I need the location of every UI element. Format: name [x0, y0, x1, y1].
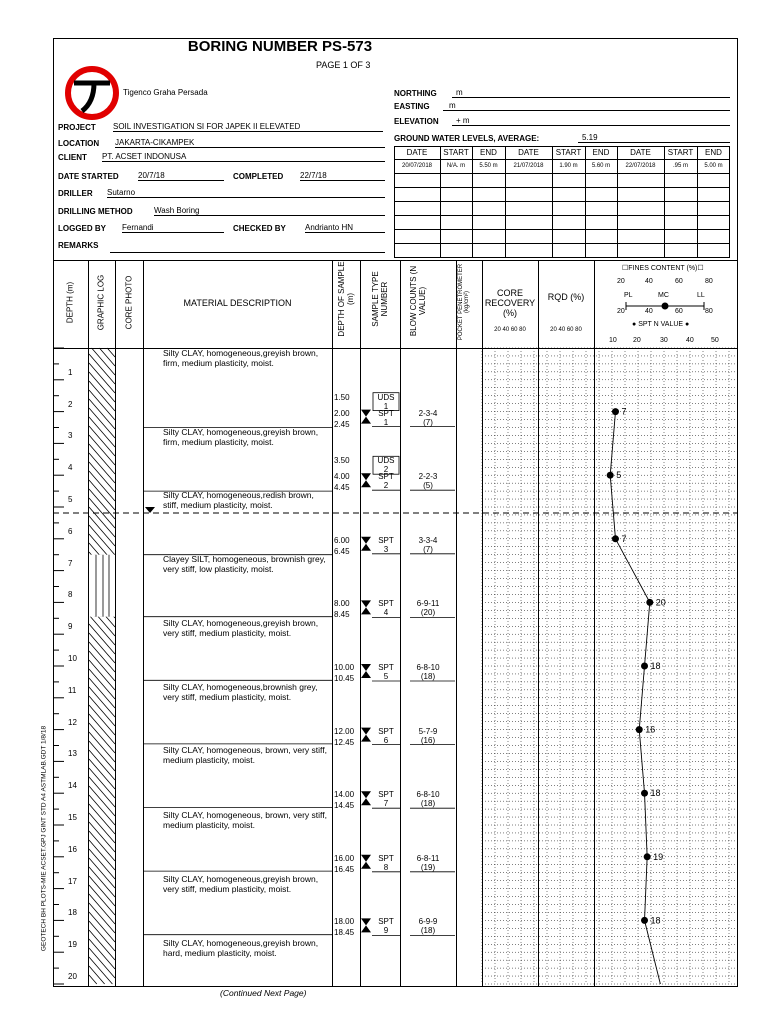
- spt-sampler-icon: [361, 728, 371, 742]
- gwl-cell: 20/07/2018: [401, 163, 433, 169]
- gwl-value: 5.19: [578, 133, 730, 143]
- water-level-icon: [145, 507, 155, 513]
- depth-label: 10: [68, 654, 77, 663]
- spt-point-label: 16: [645, 724, 656, 735]
- sample-type: SPT: [378, 726, 394, 736]
- location-value: JAKARTA-CIKAMPEK: [115, 138, 385, 148]
- depth-label: 13: [68, 749, 77, 759]
- graphic-hatch: [89, 849, 115, 879]
- graphic-hatch: [89, 372, 115, 402]
- description-2: Silty CLAY, homogeneous,greyish brown, firm, medium plasticity, moist.: [163, 427, 319, 447]
- graphic-hatch: [89, 858, 115, 888]
- graphic-hatch: [89, 642, 115, 672]
- blow-count: 6-8-11: [416, 853, 440, 863]
- sample-type: SPT: [378, 917, 394, 927]
- depth-label: 5: [68, 495, 73, 504]
- sample-number: 5: [383, 672, 389, 681]
- depth-label: 11: [68, 685, 77, 695]
- spt-tick: 20: [633, 337, 641, 344]
- graphic-hatch: [89, 615, 115, 645]
- graphic-hatch: [89, 903, 115, 933]
- spt-point: [612, 535, 619, 542]
- spt-point-label: 18: [650, 661, 661, 671]
- col-depth-header: DEPTH (m): [65, 281, 75, 324]
- graphic-hatch: [89, 507, 115, 537]
- gwl-cell: 5.60 m: [591, 163, 611, 169]
- northing-label: NORTHING: [394, 89, 437, 98]
- spt-point: [641, 917, 648, 924]
- spt-point: [612, 408, 619, 415]
- graphic-hatch: [89, 381, 115, 411]
- col-core-photo-header: CORE PHOTO: [124, 275, 134, 330]
- description-1: Silty CLAY, homogeneous,greyish brown, firm, medium plasticity, moist.: [163, 348, 319, 368]
- sample-depth: 8.00: [334, 599, 350, 609]
- fines-box-icon: ☐: [697, 265, 704, 272]
- location-label: LOCATION: [58, 139, 100, 148]
- sample-type: UDS: [377, 392, 395, 402]
- atterberg-tick: 60: [675, 308, 683, 315]
- description-4: Clayey SILT, homogeneous, brownish grey, very stiff, low plasticity, moist.: [163, 554, 326, 574]
- n-value: (5): [423, 481, 433, 491]
- sample-depth: 2.00: [334, 408, 350, 418]
- graphic-hatch: [99, 348, 115, 366]
- description-8: Silty CLAY, homogeneous, brown, very stiff, medium plasticity, moist.: [163, 810, 327, 830]
- graphic-hatch: [89, 741, 115, 771]
- northing-value: m: [452, 88, 730, 98]
- sample-number: 2: [383, 465, 389, 475]
- elevation-label: ELEVATION: [394, 117, 439, 126]
- n-value: (16): [420, 735, 436, 745]
- graphic-hatch: [89, 750, 115, 780]
- graphic-hatch: [89, 714, 115, 744]
- graphic-hatch: [89, 786, 115, 816]
- blow-count: 6-9-11: [416, 599, 440, 609]
- blow-count: 5-7-9: [418, 726, 438, 736]
- depth-label: 9: [68, 622, 73, 632]
- gwl-header: DATE: [518, 148, 539, 157]
- blow-count: 6-9-9: [418, 917, 438, 927]
- graphic-hatch: [89, 426, 115, 456]
- col-blow-counts-header: BLOW COUNTS (N VALUE): [409, 265, 427, 337]
- graphic-hatch: [89, 498, 115, 528]
- spt-sampler-icon: [361, 410, 371, 424]
- col-material-header: MATERIAL DESCRIPTION: [183, 298, 292, 308]
- graphic-hatch: [107, 348, 115, 357]
- description-7: Silty CLAY, homogeneous, brown, very stiff, medium plasticity, moist.: [163, 745, 327, 765]
- graphic-hatch: [89, 777, 115, 807]
- graphic-hatch: [89, 444, 115, 474]
- spt-sampler-icon: [361, 791, 371, 805]
- gwl-cell: 5.00 m: [704, 163, 723, 169]
- spt-point-label: 5: [616, 470, 622, 481]
- graphic-hatch: [89, 354, 115, 384]
- spt-point: [636, 726, 643, 733]
- atterberg-tick: 80: [705, 308, 713, 315]
- gwl-header: END: [705, 148, 722, 157]
- drilling-method-value: Wash Boring: [154, 206, 385, 216]
- sample-depth: 12.00: [334, 726, 355, 736]
- graphic-hatch: [89, 660, 115, 690]
- page-title: BORING NUMBER PS-573: [187, 38, 373, 55]
- graphic-hatch: [89, 669, 115, 699]
- sample-depth: 18.00: [334, 917, 355, 927]
- sample-depth: 14.45: [334, 801, 355, 811]
- spt-sampler-icon: [361, 918, 371, 932]
- graphic-hatch: [89, 885, 115, 915]
- sample-type: SPT: [378, 472, 394, 482]
- sample-depth: 18.45: [334, 928, 355, 938]
- spt-point-label: 19: [653, 851, 664, 862]
- graphic-hatch: [89, 894, 115, 924]
- graphic-hatch: [89, 705, 115, 735]
- depth-label: 7: [68, 558, 73, 568]
- spt-point: [646, 599, 653, 606]
- rqd-scale: 20 40 60 80: [550, 327, 582, 333]
- n-value: (18): [420, 799, 436, 809]
- page-number: PAGE 1 OF 3: [316, 60, 371, 70]
- col-core-recovery-header: CORE RECOVERY (%): [484, 288, 536, 318]
- date-started-value: 20/7/18: [138, 171, 224, 181]
- depth-label: 20: [68, 972, 77, 981]
- blow-count: 6-8-10: [416, 663, 440, 672]
- spt-tick: 10: [609, 337, 617, 344]
- core-recovery-scale: 20 40 60 80: [494, 327, 526, 333]
- sample-depth: 1.50: [334, 392, 350, 402]
- easting-label: EASTING: [394, 102, 430, 111]
- spt-tick: 30: [660, 337, 668, 344]
- col-graphic-header: GRAPHIC LOG: [96, 274, 106, 331]
- sample-number: 4: [383, 608, 389, 618]
- continued-note: (Continued Next Page): [220, 988, 307, 998]
- graphic-hatch: [89, 948, 115, 978]
- description-9: Silty CLAY, homogeneous,greyish brown, very stiff, medium plasticity, moist.: [163, 874, 319, 894]
- gwl-cell: 5.50 m: [479, 163, 498, 169]
- driller-label: DRILLER: [58, 189, 93, 198]
- sample-depth: 12.45: [334, 737, 355, 747]
- fines-tick: 60: [675, 278, 683, 285]
- client-value: PT. ACSET INDONUSA: [102, 152, 385, 162]
- gwl-header: START: [443, 148, 469, 157]
- depth-label: 18: [68, 908, 77, 918]
- description-6: Silty CLAY, homogeneous,brownish grey, very stiff, medium plasticity, moist.: [163, 682, 318, 702]
- sample-number: 1: [383, 401, 389, 411]
- graphic-hatch: [89, 408, 115, 438]
- company-name: Tigenco Graha Persada: [123, 88, 208, 97]
- graphic-hatch: [89, 633, 115, 663]
- gwl-header: START: [667, 148, 694, 157]
- client-label: CLIENT: [58, 153, 87, 162]
- sample-depth: 6.45: [334, 546, 350, 556]
- sample-number: 6: [383, 735, 389, 745]
- spt-tick: 40: [686, 337, 694, 344]
- graphic-hatch: [89, 840, 115, 870]
- spt-point-label: 18: [650, 788, 661, 799]
- sample-number: 1: [383, 417, 389, 427]
- graphic-hatch: [89, 930, 115, 960]
- graphic-hatch: [89, 876, 115, 906]
- spt-point-label: 7: [621, 406, 627, 417]
- sample-number: 3: [383, 544, 389, 554]
- blow-count: 2-2-3: [418, 472, 438, 482]
- graphic-hatch: [89, 732, 115, 762]
- remarks-label: REMARKS: [58, 241, 99, 250]
- project-value: SOIL INVESTIGATION SI FOR JAPEK II ELEVATED: [113, 122, 383, 132]
- spt-dot-icon: ●: [632, 321, 637, 328]
- n-value: (7): [423, 417, 433, 427]
- graphic-hatch: [89, 435, 115, 465]
- gwl-header: START: [555, 148, 582, 157]
- spt-point-label: 20: [655, 597, 666, 608]
- sample-depth: 16.00: [334, 853, 355, 863]
- graphic-hatch: [89, 525, 115, 555]
- graphic-hatch: [89, 399, 115, 429]
- date-started-label: DATE STARTED: [58, 172, 119, 181]
- drilling-method-label: DRILLING METHOD: [58, 207, 133, 216]
- spt-tick: 50: [711, 337, 719, 344]
- sample-type: SPT: [378, 790, 394, 800]
- graphic-hatch: [89, 723, 115, 753]
- silt-layer: [89, 555, 115, 617]
- description-3: Silty CLAY, homogeneous,redish brown, stiff, medium plasticity, moist.: [163, 490, 314, 510]
- sample-type: SPT: [378, 408, 394, 418]
- logged-by-label: LOGGED BY: [58, 224, 107, 233]
- sample-number: 8: [383, 862, 389, 872]
- elevation-value: + m: [452, 116, 730, 126]
- spt-sampler-icon: [361, 473, 371, 487]
- fines-tick: 40: [645, 278, 653, 285]
- spt-point: [644, 853, 651, 860]
- graphic-hatch: [89, 768, 115, 798]
- sample-type: SPT: [378, 663, 394, 672]
- n-value: (18): [420, 926, 436, 936]
- graphic-hatch: [89, 462, 115, 492]
- graphic-hatch: [89, 696, 115, 726]
- pl-label: PL: [624, 292, 633, 299]
- gwl-header: END: [592, 148, 610, 157]
- sample-depth: 8.45: [334, 610, 350, 620]
- checked-by-label: CHECKED BY: [233, 224, 286, 233]
- gwl-cell: 21/07/2018: [513, 163, 544, 169]
- sample-number: 7: [383, 799, 389, 809]
- graphic-hatch: [89, 759, 115, 789]
- sample-depth: 10.00: [334, 663, 355, 672]
- spt-dot-icon: ●: [685, 321, 690, 328]
- spt-point: [641, 663, 648, 670]
- sample-depth: 10.45: [334, 674, 355, 683]
- blow-count: 3-3-4: [418, 535, 438, 545]
- gwl-header: DATE: [406, 148, 428, 157]
- sample-number: 2: [383, 481, 389, 491]
- spt-point-label: 18: [650, 915, 661, 926]
- graphic-hatch: [89, 516, 115, 546]
- fines-content-label: ☐FINES CONTENT (%)☐: [622, 265, 704, 272]
- sample-type: SPT: [378, 853, 394, 863]
- depth-label: 14: [68, 781, 77, 791]
- spt-sampler-icon: [361, 600, 371, 614]
- sample-number: 9: [383, 926, 389, 936]
- spt-point: [641, 790, 648, 797]
- sample-type: SPT: [378, 599, 394, 609]
- driller-value: Sutarno: [107, 188, 385, 198]
- ll-label: LL: [697, 292, 705, 299]
- easting-value: m: [443, 101, 730, 111]
- spt-point: [607, 472, 614, 479]
- completed-label: COMPLETED: [233, 172, 284, 181]
- sample-depth: 6.00: [334, 535, 350, 545]
- graphic-hatch: [89, 966, 105, 984]
- graphic-hatch: [89, 822, 115, 852]
- depth-label: 6: [68, 526, 73, 536]
- gwl-cell: .95 m: [672, 163, 688, 169]
- sample-type: SPT: [378, 535, 394, 545]
- col-pocket-pen-header: POCKET PENETROMETER (kg/cm²): [458, 263, 470, 341]
- gwl-header: END: [480, 148, 497, 157]
- graphic-hatch: [89, 975, 97, 984]
- sample-depth: 16.45: [334, 864, 355, 874]
- depth-label: 16: [68, 844, 77, 854]
- gwl-header: DATE: [630, 148, 651, 157]
- sample-depth: 14.00: [334, 790, 355, 800]
- spt-sampler-icon: [361, 664, 371, 678]
- spt-sampler-icon: [361, 855, 371, 869]
- mc-label: MC: [658, 292, 669, 299]
- gwl-cell: 1.90 m: [559, 163, 578, 169]
- fines-tick: 80: [705, 278, 713, 285]
- atterberg-tick: 20: [617, 308, 625, 315]
- col-rqd-header: RQD (%): [547, 292, 585, 302]
- graphic-hatch: [89, 795, 115, 825]
- blow-count: 2-3-4: [418, 408, 438, 418]
- graphic-hatch: [89, 678, 115, 708]
- depth-label: 19: [68, 940, 77, 950]
- depth-label: 2: [68, 399, 73, 409]
- completed-value: 22/7/18: [300, 171, 385, 181]
- gwl-label: GROUND WATER LEVELS, AVERAGE:: [394, 134, 540, 143]
- fines-box-icon: ☐: [622, 265, 629, 272]
- depth-label: 17: [68, 876, 77, 886]
- sample-depth: 4.45: [334, 483, 350, 493]
- col-sample-type-header: SAMPLE TYPE NUMBER: [371, 271, 389, 327]
- gwl-cell: 22/07/2018: [625, 163, 656, 169]
- n-value: (19): [420, 862, 436, 872]
- graphic-hatch: [89, 813, 115, 843]
- logged-by-value: Fernandi: [122, 223, 224, 233]
- spt-point-label: 7: [621, 533, 627, 544]
- n-value: (7): [423, 544, 433, 554]
- n-value: (20): [420, 608, 436, 618]
- graphic-hatch: [89, 390, 115, 420]
- graphic-hatch: [89, 831, 115, 861]
- graphic-hatch: [89, 480, 115, 510]
- depth-label: 8: [68, 590, 73, 600]
- graphic-hatch: [89, 489, 115, 519]
- blow-count: 6-8-10: [416, 790, 440, 800]
- checked-by-value: Andrianto HN: [305, 223, 385, 233]
- graphic-hatch: [89, 417, 115, 447]
- depth-label: 3: [68, 431, 73, 441]
- graphic-hatch: [89, 921, 115, 951]
- description-5: Silty CLAY, homogeneous,greyish brown, very stiff, medium plasticity, moist.: [163, 618, 319, 638]
- graphic-hatch: [89, 363, 115, 393]
- depth-label: 1: [68, 367, 73, 377]
- fines-tick: 20: [617, 278, 625, 285]
- sample-depth: 3.50: [334, 456, 350, 466]
- sample-depth: 4.00: [334, 472, 350, 482]
- atterberg-tick: 40: [645, 308, 653, 315]
- graphic-hatch: [89, 453, 115, 483]
- side-note: GEOTECH BH PLOTS-MIE ACSET.GPJ GINT STD A4 ASTMLAB.GDT 1/8/18: [40, 725, 48, 952]
- graphic-hatch: [89, 624, 115, 654]
- gwl-cell: N/A. m: [446, 163, 466, 169]
- graphic-hatch: [89, 912, 115, 942]
- spt-sampler-icon: [361, 537, 371, 551]
- graphic-hatch: [89, 687, 115, 717]
- depth-label: 12: [68, 717, 77, 727]
- depth-label: 4: [68, 463, 73, 473]
- col-depth-sample-header: DEPTH OF SAMPLE (m): [337, 261, 355, 337]
- project-label: PROJECT: [58, 123, 96, 132]
- graphic-hatch: [89, 867, 115, 897]
- sample-depth: 2.45: [334, 419, 350, 429]
- graphic-hatch: [89, 804, 115, 834]
- description-10: Silty CLAY, homogeneous,greyish brown, hard, medium plasticity, moist.: [163, 938, 319, 958]
- graphic-hatch: [89, 471, 115, 501]
- n-value: (18): [420, 672, 436, 681]
- sample-type: UDS: [377, 456, 395, 466]
- graphic-hatch: [89, 651, 115, 681]
- spt-legend: ● SPT N VALUE ●: [632, 321, 690, 328]
- graphic-hatch: [89, 939, 115, 969]
- depth-label: 15: [68, 813, 77, 822]
